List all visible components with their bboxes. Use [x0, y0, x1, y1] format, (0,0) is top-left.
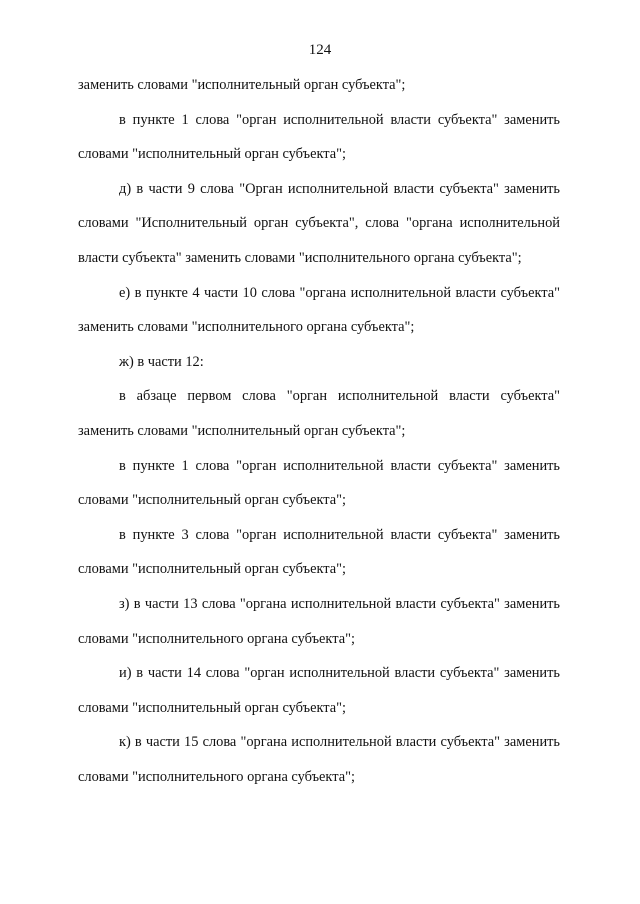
paragraph: з) в части 13 слова "органа исполнительной власти субъекта" заменить словами "исполнительного органа субъекта"; [78, 595, 560, 647]
paragraph: ж) в части 12: [119, 353, 204, 370]
paragraph: в пункте 3 слова "орган исполнительной власти субъекта" заменить словами "исполнительный орган субъекта"; [78, 526, 560, 578]
paragraph: в пункте 1 слова "орган исполнительной власти субъекта" заменить словами "исполнительный орган субъекта"; [78, 111, 560, 163]
paragraph: заменить словами "исполнительный орган субъекта"; [78, 77, 406, 93]
paragraph: к) в части 15 слова "органа исполнительной власти субъекта" заменить словами "исполнительного органа субъекта"; [78, 734, 560, 785]
paragraph: в абзаце первом слова "орган исполнительной власти субъекта" заменить словами "исполнительный орган субъекта"; [78, 388, 560, 439]
paragraph: е) в пункте 4 части 10 слова "органа исполнительной власти субъекта" заменить словами "исполнительного органа субъекта"; [78, 284, 560, 336]
document-body [78, 68, 560, 794]
paragraph: в пункте 1 слова "орган исполнительной власти субъекта" заменить словами "исполнительный орган субъекта"; [78, 457, 560, 509]
page-number: 124 [308, 42, 332, 58]
paragraph: и) в части 14 слова "орган исполнительной власти субъекта" заменить словами "исполнительный орган субъекта"; [78, 665, 560, 716]
paragraph: д) в части 9 слова "Орган исполнительной власти субъекта" заменить словами "Исполнительный орган субъекта", слова "органа исполнительной власти субъекта" заменить словами "исполнительного органа субъекта"; [78, 180, 560, 266]
